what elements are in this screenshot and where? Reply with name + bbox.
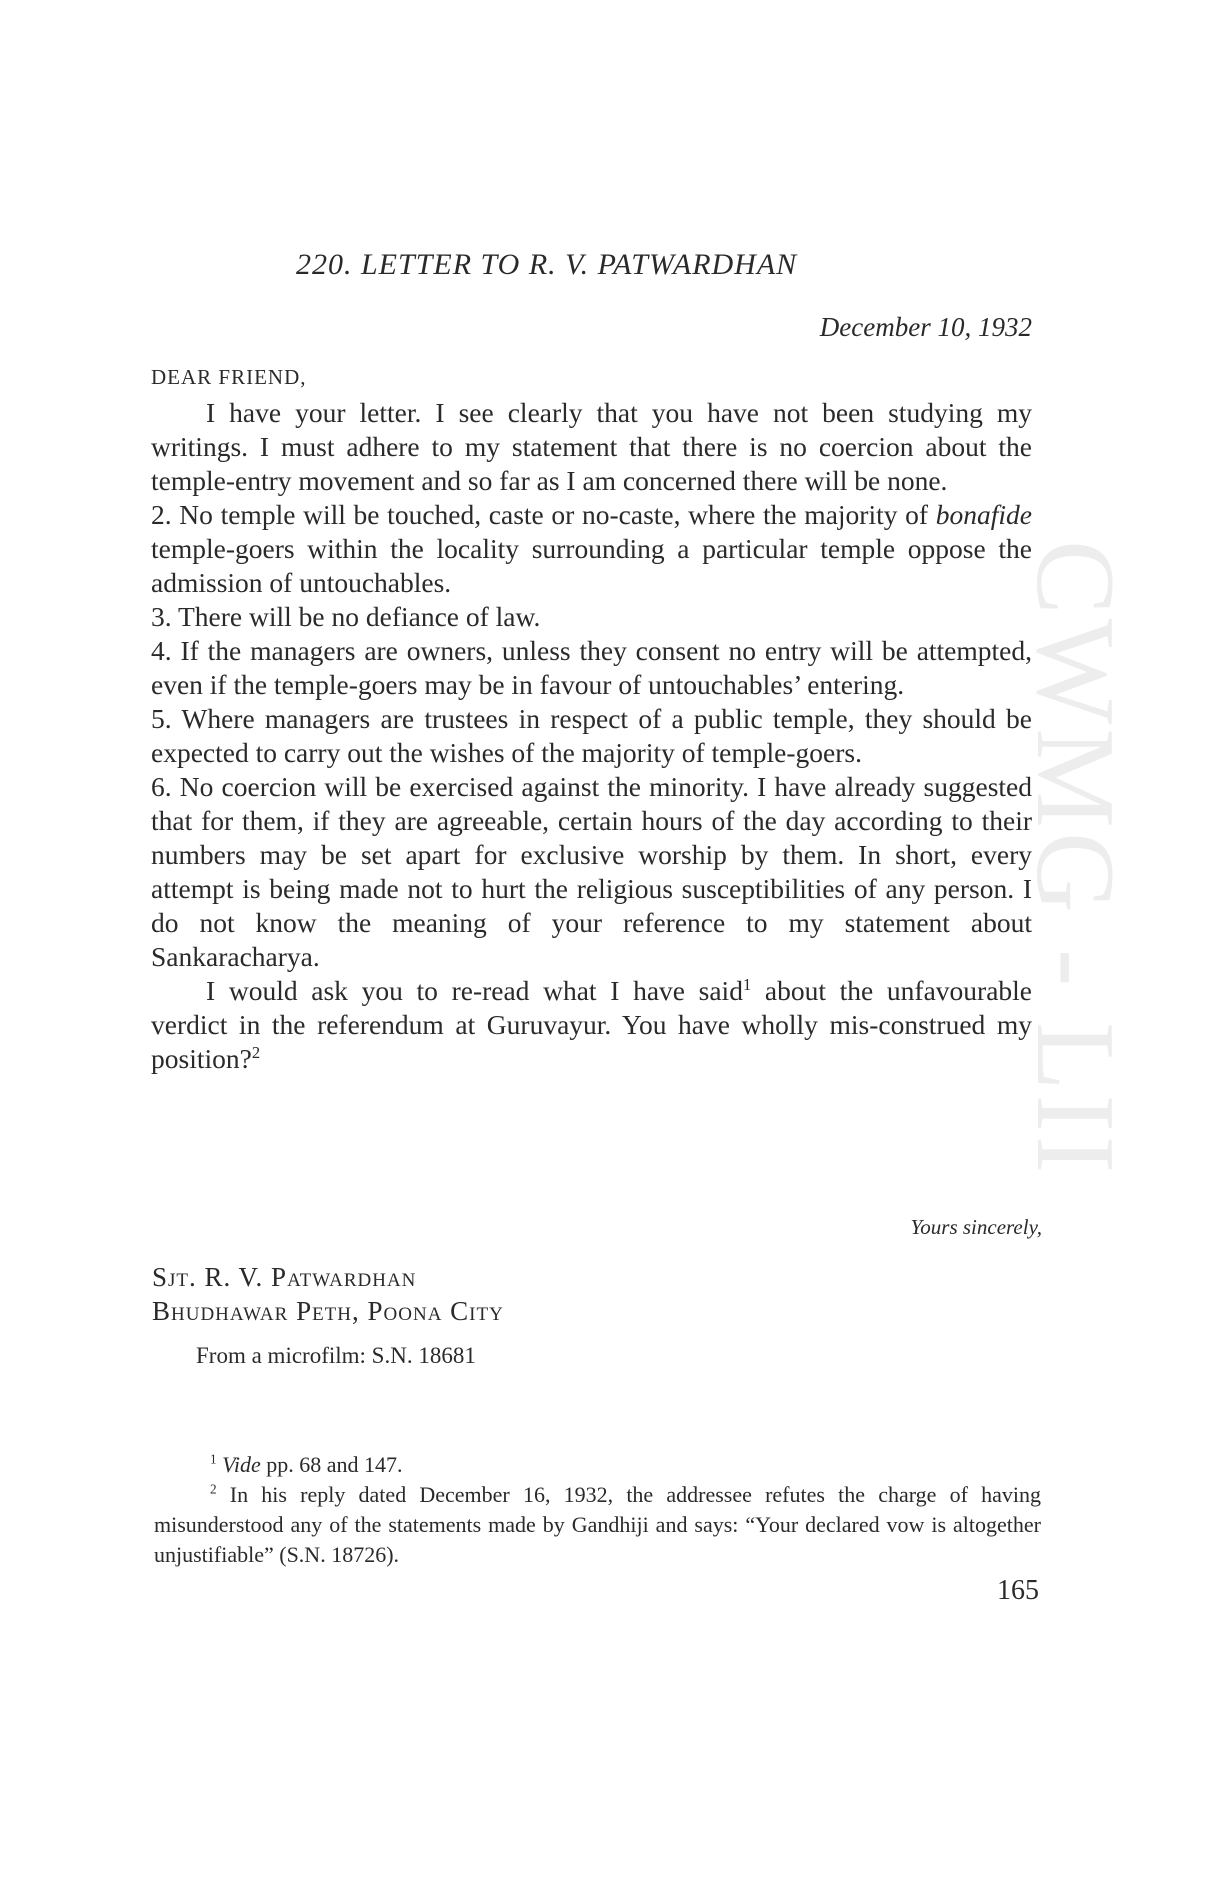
paragraph-2-text-b: temple-goers within the locality surrounding a particular temple oppose the admission of untouchables. (151, 533, 1032, 598)
watermark-text: CWMG - LII (1013, 540, 1137, 1178)
footnote-ref-2: 2 (251, 1042, 261, 1062)
footnote-2-marker: 2 (210, 1481, 217, 1497)
letter-title: 220. LETTER TO R. V. PATWARDHAN (296, 248, 798, 281)
closing: Yours sincerely, (910, 1215, 1042, 1239)
footnote-1-text: pp. 68 and 147. (260, 1452, 403, 1477)
paragraph-1: I have your letter. I see clearly that you have not been studying my writings. I must adhere to my statement that there is no coercion about the temple-entry movement and so far as I am concerned there will be none. (151, 397, 1032, 496)
paragraph-6: 6. No coercion will be exercised against the minority. I have already suggested that for them, if they are agreeable, certain hours of the day according to their numbers may be set apart for exclusive worship by them. In short, every attempt is being made not to hurt the religious susceptibilities of any person. I do not know the meaning of your reference to my statement about Sankaracharya. (151, 771, 1032, 972)
footnote-2-text: In his reply dated December 16, 1932, the addressee refutes the charge of having misunderstood any of the statements made by Gandhiji and says: “Your declared vow is altogether unjustifiable” (S.N. 18726). (154, 1482, 1041, 1567)
salutation: DEAR FRIEND, (151, 365, 307, 389)
addressee-name: Sjt. R. V. Patwardhan (152, 1262, 417, 1292)
letter-date: December 10, 1932 (819, 312, 1032, 342)
paragraph-2-italic: bonafide (935, 499, 1032, 530)
page-number: 165 (997, 1575, 1039, 1606)
footnote-1-marker: 1 (210, 1451, 217, 1467)
paragraph-2-text-a: 2. No temple will be touched, caste or no-caste, where the majority of (151, 499, 936, 530)
paragraph-4: 4. If the managers are owners, unless they consent no entry will be attempted, even if the temple-goers may be in favour of untouchables’ entering. (151, 635, 1032, 700)
paragraph-7-text-a: I would ask you to re-read what I have said (206, 975, 743, 1006)
footnote-1-italic: Vide (222, 1452, 261, 1477)
paragraph-7 (151, 974, 1032, 1076)
paragraph-2 (151, 498, 1032, 600)
letter-body (151, 396, 1032, 1076)
footnote-1 (154, 1450, 1041, 1480)
paragraph-5: 5. Where managers are trustees in respect of a public temple, they should be expected to carry out the wishes of the majority of temple-goers. (151, 703, 1032, 768)
paragraph-7-text-b: about the unfavourable verdict in the referendum at Guruvayur. You have wholly mis-construed my position? (151, 975, 1032, 1074)
footnotes (154, 1450, 1041, 1570)
source-note: From a microfilm: S.N. 18681 (196, 1343, 476, 1368)
footnote-ref-1: 1 (742, 974, 752, 994)
paragraph-3: 3. There will be no defiance of law. (151, 601, 541, 632)
addressee-address: Bhudhawar Peth, Poona City (152, 1296, 504, 1326)
footnote-2 (154, 1480, 1041, 1570)
